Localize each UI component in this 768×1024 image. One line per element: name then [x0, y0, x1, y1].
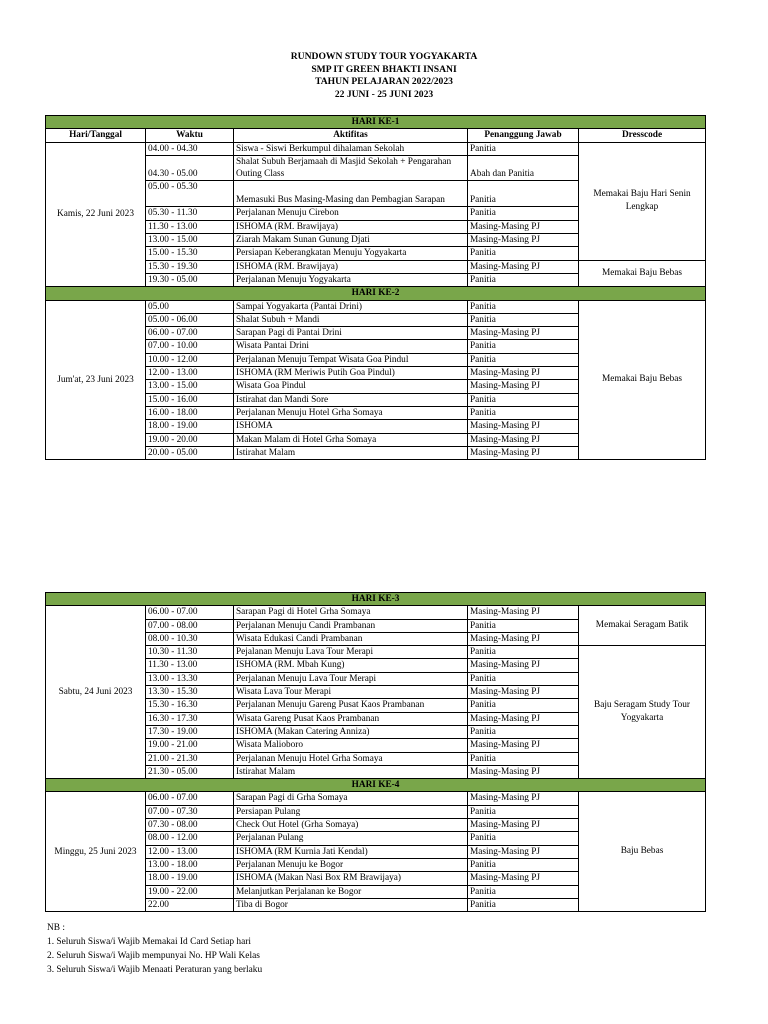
pic-cell: Masing-Masing PJ [468, 327, 579, 340]
time-cell: 08.00 - 10.30 [146, 632, 234, 645]
time-cell: 16.30 - 17.30 [146, 712, 234, 725]
day-header: HARI KE-3 [46, 593, 706, 606]
time-cell: 12.00 - 13.00 [146, 367, 234, 380]
dresscode-cell: Memakai Baju Bebas [579, 260, 706, 287]
pic-cell: Panitia [468, 752, 579, 765]
pic-cell: Masing-Masing PJ [468, 234, 579, 247]
activity-cell: ISHOMA (RM. Mbah Kung) [234, 659, 468, 672]
time-cell: 10.30 - 11.30 [146, 646, 234, 659]
activity-cell: Perjalanan Menuju Cirebon [234, 207, 468, 220]
activity-cell: ISHOMA (RM. Brawijaya) [234, 260, 468, 273]
activity-cell: Memasuki Bus Masing-Masing dan Pembagian Sarapan [234, 181, 468, 207]
pic-cell: Masing-Masing PJ [468, 380, 579, 393]
pic-cell: Panitia [468, 646, 579, 659]
pic-cell: Masing-Masing PJ [468, 420, 579, 433]
activity-cell: Sarapan Pagi di Pantai Drini [234, 327, 468, 340]
activity-cell: Wisata Lava Tour Merapi [234, 686, 468, 699]
notes-heading: NB : [47, 923, 65, 933]
activity-cell: Shalat Subuh + Mandi [234, 313, 468, 326]
pic-cell: Panitia [468, 898, 579, 911]
time-cell: 15.30 - 16.30 [146, 699, 234, 712]
time-cell: 05.00 - 05.30 [146, 181, 234, 207]
time-cell: 22.00 [146, 898, 234, 911]
time-cell: 07.00 - 07.30 [146, 805, 234, 818]
time-cell: 13.00 - 13.30 [146, 672, 234, 685]
time-cell: 05.30 - 11.30 [146, 207, 234, 220]
table-row [46, 792, 706, 805]
time-cell: 05.00 [146, 300, 234, 313]
activity-cell: Sarapan Pagi di Hotel Grha Somaya [234, 606, 468, 619]
pic-cell: Masing-Masing PJ [468, 819, 579, 832]
activity-cell: Pejalanan Menuju Lava Tour Merapi [234, 646, 468, 659]
time-cell: 19.00 - 21.00 [146, 739, 234, 752]
col-header-date: Hari/Tanggal [46, 129, 146, 142]
time-cell: 07.00 - 08.00 [146, 619, 234, 632]
activity-cell: Perjalanan Menuju Tempat Wisata Goa Pindul [234, 353, 468, 366]
col-header-time: Waktu [146, 129, 234, 142]
pic-cell: Masing-Masing PJ [468, 260, 579, 273]
title-line-4: 22 JUNI - 25 JUNI 2023 [334, 88, 434, 100]
day-header: HARI KE-2 [46, 287, 706, 300]
note-item: 1. Seluruh Siswa/i Wajib Memakai Id Card Setiap hari [47, 937, 251, 947]
pic-cell: Masing-Masing PJ [468, 606, 579, 619]
note-item: 3. Seluruh Siswa/i Wajib Menaati Peraturan yang berlaku [47, 965, 263, 975]
pic-cell: Panitia [468, 142, 579, 155]
time-cell: 07.30 - 08.00 [146, 819, 234, 832]
activity-cell: ISHOMA (RM Meriwis Putih Goa Pindul) [234, 367, 468, 380]
pic-cell: Masing-Masing PJ [468, 433, 579, 446]
pic-cell: Masing-Masing PJ [468, 712, 579, 725]
dresscode-cell: Baju Bebas [579, 792, 706, 912]
col-header-dresscode: Dresscode [579, 129, 706, 142]
pic-cell: Masing-Masing PJ [468, 765, 579, 778]
time-cell: 19.00 - 20.00 [146, 433, 234, 446]
pic-cell: Masing-Masing PJ [468, 632, 579, 645]
time-cell: 06.00 - 07.00 [146, 792, 234, 805]
pic-cell: Panitia [468, 273, 579, 286]
activity-cell: ISHOMA (Makan Catering Anniza) [234, 725, 468, 738]
day-header: HARI KE-4 [46, 779, 706, 792]
activity-cell: Wisata Malioboro [234, 739, 468, 752]
pic-cell: Panitia [468, 247, 579, 260]
activity-cell: ISHOMA (RM Kurnia Jati Kendal) [234, 845, 468, 858]
activity-cell: Sampai Yogyakarta (Pantai Drini) [234, 300, 468, 313]
pic-cell: Panitia [468, 313, 579, 326]
activity-cell: Siswa - Siswi Berkumpul dihalaman Sekolah [234, 142, 468, 155]
dresscode-cell: Memakai Seragam Batik [579, 606, 706, 646]
time-cell: 19.00 - 22.00 [146, 885, 234, 898]
pic-cell: Panitia [468, 181, 579, 207]
time-cell: 06.00 - 07.00 [146, 327, 234, 340]
time-cell: 11.30 - 13.00 [146, 220, 234, 233]
activity-cell: Sarapan Pagi di Grha Somaya [234, 792, 468, 805]
activity-cell: Perjalanan Menuju Hotel Grha Somaya [234, 752, 468, 765]
pic-cell: Masing-Masing PJ [468, 367, 579, 380]
day-header: HARI KE-1 [46, 116, 706, 129]
pic-cell: Panitia [468, 300, 579, 313]
activity-cell: Shalat Subuh Berjamaah di Masjid Sekolah + Pengarahan Outing Class [234, 155, 468, 181]
activity-cell: Persiapan Keberangkatan Menuju Yogyakarta [234, 247, 468, 260]
col-header-activity: Aktifitas [234, 129, 468, 142]
dresscode-cell: Memakai Baju Bebas [579, 300, 706, 460]
time-cell: 12.00 - 13.00 [146, 845, 234, 858]
activity-cell: Perjalanan Menuju Yogyakarta [234, 273, 468, 286]
pic-cell: Masing-Masing PJ [468, 220, 579, 233]
activity-cell: Perjalanan Menuju ke Bogor [234, 858, 468, 871]
activity-cell: Perjalanan Menuju Gareng Pusat Kaos Prambanan [234, 699, 468, 712]
activity-cell: Wisata Gareng Pusat Kaos Prambanan [234, 712, 468, 725]
pic-cell: Panitia [468, 805, 579, 818]
pic-cell: Panitia [468, 406, 579, 419]
activity-cell: Perjalanan Menuju Candi Prambanan [234, 619, 468, 632]
activity-cell: ISHOMA [234, 420, 468, 433]
pic-cell: Abah dan Panitia [468, 155, 579, 181]
day-date: Jum'at, 23 Juni 2023 [46, 300, 146, 460]
table-row [46, 606, 706, 619]
time-cell: 13.30 - 15.30 [146, 686, 234, 699]
time-cell: 21.00 - 21.30 [146, 752, 234, 765]
pic-cell: Masing-Masing PJ [468, 686, 579, 699]
activity-cell: Tiba di Bogor [234, 898, 468, 911]
time-cell: 13.00 - 15.00 [146, 380, 234, 393]
time-cell: 16.00 - 18.00 [146, 406, 234, 419]
time-cell: 05.00 - 06.00 [146, 313, 234, 326]
note-item: 2. Seluruh Siswa/i Wajib mempunyai No. HP Wali Kelas [47, 951, 260, 961]
pic-cell: Masing-Masing PJ [468, 845, 579, 858]
activity-cell: Check Out Hotel (Grha Somaya) [234, 819, 468, 832]
activity-cell: Persiapan Pulang [234, 805, 468, 818]
time-cell: 11.30 - 13.00 [146, 659, 234, 672]
activity-cell: Perjalanan Pulang [234, 832, 468, 845]
time-cell: 18.00 - 19.00 [146, 872, 234, 885]
pic-cell: Masing-Masing PJ [468, 872, 579, 885]
schedule-table-1 [45, 115, 706, 460]
pic-cell: Masing-Masing PJ [468, 792, 579, 805]
title-line-2: SMP IT GREEN BHAKTI INSANI [311, 63, 457, 75]
time-cell: 10.00 - 12.00 [146, 353, 234, 366]
day-date: Kamis, 22 Juni 2023 [46, 142, 146, 287]
dresscode-cell: Memakai Baju Hari Senin Lengkap [579, 142, 706, 260]
pic-cell: Panitia [468, 725, 579, 738]
time-cell: 21.30 - 05.00 [146, 765, 234, 778]
pic-cell: Masing-Masing PJ [468, 739, 579, 752]
schedule-table-2 [45, 592, 706, 912]
activity-cell: Wisata Edukasi Candi Prambanan [234, 632, 468, 645]
pic-cell: Panitia [468, 619, 579, 632]
time-cell: 17.30 - 19.00 [146, 725, 234, 738]
time-cell: 13.00 - 18.00 [146, 858, 234, 871]
notes-section [47, 921, 262, 977]
pic-cell: Panitia [468, 832, 579, 845]
day-date: Minggu, 25 Juni 2023 [46, 792, 146, 912]
pic-cell: Panitia [468, 699, 579, 712]
title-line-1: RUNDOWN STUDY TOUR YOGYAKARTA [290, 51, 478, 62]
time-cell: 15.00 - 15.30 [146, 247, 234, 260]
time-cell: 08.00 - 12.00 [146, 832, 234, 845]
title-line-3: TAHUN PELAJARAN 2022/2023 [315, 76, 453, 87]
time-cell: 04.30 - 05.00 [146, 155, 234, 181]
activity-cell: Perjalanan Menuju Lava Tour Merapi [234, 672, 468, 685]
activity-cell: Perjalanan Menuju Hotel Grha Somaya [234, 406, 468, 419]
pic-cell: Panitia [468, 672, 579, 685]
time-cell: 18.00 - 19.00 [146, 420, 234, 433]
dresscode-cell: Baju Seragam Study Tour Yogyakarta [579, 646, 706, 779]
pic-cell: Panitia [468, 353, 579, 366]
activity-cell: Makan Malam di Hotel Grha Somaya [234, 433, 468, 446]
activity-cell: Melanjutkan Perjalanan ke Bogor [234, 885, 468, 898]
activity-cell: Ziarah Makam Sunan Gunung Djati [234, 234, 468, 247]
time-cell: 15.30 - 19.30 [146, 260, 234, 273]
activity-cell: Wisata Pantai Drini [234, 340, 468, 353]
activity-cell: Istirahat Malam [234, 765, 468, 778]
activity-cell: Istirahat Malam [234, 446, 468, 459]
pic-cell: Panitia [468, 885, 579, 898]
day-date: Sabtu, 24 Juni 2023 [46, 606, 146, 779]
activity-cell: Wisata Goa Pindul [234, 380, 468, 393]
activity-cell: ISHOMA (Makan Nasi Box RM Brawijaya) [234, 872, 468, 885]
table-row [46, 300, 706, 313]
time-cell: 06.00 - 07.00 [146, 606, 234, 619]
pic-cell: Masing-Masing PJ [468, 659, 579, 672]
document-title [0, 51, 768, 101]
pic-cell: Panitia [468, 393, 579, 406]
time-cell: 13.00 - 15.00 [146, 234, 234, 247]
time-cell: 19.30 - 05.00 [146, 273, 234, 286]
time-cell: 15.00 - 16.00 [146, 393, 234, 406]
time-cell: 07.00 - 10.00 [146, 340, 234, 353]
time-cell: 20.00 - 05.00 [146, 446, 234, 459]
pic-cell: Masing-Masing PJ [468, 446, 579, 459]
table-row [46, 142, 706, 155]
time-cell: 04.00 - 04.30 [146, 142, 234, 155]
col-header-pic: Penanggung Jawab [468, 129, 579, 142]
pic-cell: Panitia [468, 340, 579, 353]
activity-cell: Istirahat dan Mandi Sore [234, 393, 468, 406]
pic-cell: Panitia [468, 207, 579, 220]
pic-cell: Panitia [468, 858, 579, 871]
activity-cell: ISHOMA (RM. Brawijaya) [234, 220, 468, 233]
